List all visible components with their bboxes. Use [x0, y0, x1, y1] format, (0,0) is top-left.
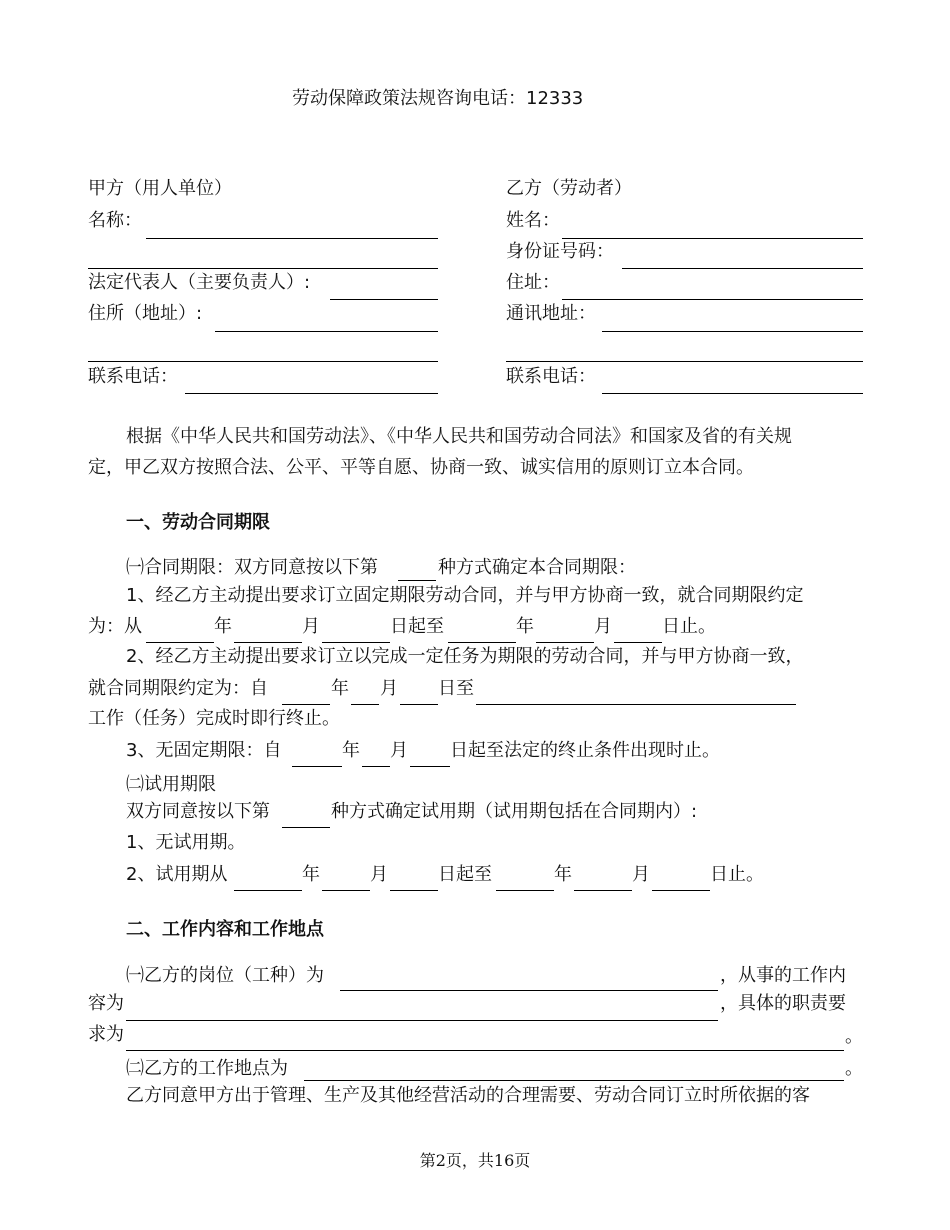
- term-option-3-day-field[interactable]: [410, 766, 450, 767]
- term-option-2-task-field[interactable]: [476, 704, 796, 705]
- term-option-1-end-day-field[interactable]: [614, 642, 662, 643]
- term-option-1-month-word: 月: [302, 616, 320, 637]
- probation-start-day-field[interactable]: [390, 890, 438, 891]
- probation-option-1: 1、无试用期。: [126, 832, 246, 853]
- term-option-2-year-field[interactable]: [282, 704, 330, 705]
- term-option-2-prefix: 就合同期限约定为：自: [88, 678, 268, 699]
- party-b-name-field[interactable]: [562, 238, 863, 239]
- duty-field[interactable]: [126, 1050, 844, 1051]
- term-option-1-day-from-word: 日起至: [390, 616, 444, 637]
- term-option-3-suffix: 日起至法定的终止条件出现时止。: [450, 740, 720, 761]
- probation-start-year-word: 年: [302, 864, 320, 885]
- duty-end-mark: 。: [845, 1026, 863, 1047]
- term-option-2-year-word: 年: [331, 678, 349, 699]
- location-prefix: ㈡乙方的工作地点为: [126, 1058, 288, 1079]
- party-b-name-label: 姓名：: [506, 210, 560, 231]
- party-a-address-field-line2[interactable]: [88, 361, 438, 362]
- hotline-header: 劳动保障政策法规咨询电话：12333: [292, 88, 584, 109]
- content-suffix: ，具体的职责要: [720, 993, 846, 1014]
- probation-choice-text-2: 种方式确定试用期（试用期包括在合同期内）:: [331, 801, 698, 822]
- probation-end-year-word: 年: [554, 864, 572, 885]
- intro-line-2: 定，甲乙双方按照合法、公平、平等自愿、协商一致、诚实信用的原则订立本合同。: [88, 457, 754, 478]
- probation-end-year-field[interactable]: [496, 890, 554, 891]
- term-option-1-line-1: 1、经乙方主动提出要求订立固定期限劳动合同，并与甲方协商一致，就合同期限约定: [126, 585, 804, 606]
- party-b-mail-label: 通讯地址：: [506, 303, 596, 324]
- term-option-3-year-word: 年: [342, 740, 360, 761]
- party-a-address-field[interactable]: [215, 331, 438, 332]
- page-number: 第2页，共16页: [419, 1151, 531, 1170]
- location-clause-line: 乙方同意甲方出于管理、生产及其他经营活动的合理需要、劳动合同订立时所依据的客: [126, 1085, 810, 1106]
- post-prefix: ㈠乙方的岗位（工种）为: [126, 965, 324, 986]
- section-2-heading: 二、工作内容和工作地点: [126, 919, 324, 940]
- term-option-2-line-3: 工作（任务）完成时即行终止。: [88, 708, 340, 729]
- term-option-2-day-field[interactable]: [400, 704, 438, 705]
- probation-start-month-word: 月: [370, 864, 388, 885]
- term-option-3-year-field[interactable]: [292, 766, 342, 767]
- probation-choice-field[interactable]: [282, 827, 330, 828]
- party-a-address-label: 住所（地址）:: [88, 303, 203, 324]
- probation-start-year-field[interactable]: [234, 890, 302, 891]
- term-option-2-month-word: 月: [380, 678, 398, 699]
- party-a-rep-field[interactable]: [330, 299, 438, 300]
- term-option-1-year-word: 年: [214, 616, 232, 637]
- party-b-phone-field[interactable]: [602, 393, 863, 394]
- term-option-1-end-month-word: 月: [594, 616, 612, 637]
- party-a-rep-label: 法定代表人（主要负责人）:: [88, 272, 311, 293]
- term-option-1-end-year-field[interactable]: [448, 642, 516, 643]
- term-option-2-line-1: 2、经乙方主动提出要求订立以完成一定任务为期限的劳动合同，并与甲方协商一致，: [126, 646, 804, 667]
- term-option-1-end-year-word: 年: [516, 616, 534, 637]
- probation-start-month-field[interactable]: [322, 890, 370, 891]
- term-option-1-start-day-field[interactable]: [322, 642, 390, 643]
- intro-line-1: 根据《中华人民共和国劳动法》、《中华人民共和国劳动合同法》和国家及省的有关规: [126, 426, 792, 447]
- term-option-1-start-year-field[interactable]: [146, 642, 214, 643]
- probation-option-2-prefix: 2、试用期从: [126, 864, 228, 885]
- probation-option-2-suffix: 日止。: [710, 864, 764, 885]
- term-option-2-day-to-word: 日至: [438, 678, 474, 699]
- party-b-mail-field-line2[interactable]: [506, 361, 863, 362]
- post-suffix: ，从事的工作内: [720, 965, 846, 986]
- party-b-id-field[interactable]: [622, 268, 863, 269]
- term-choice-text-2: 种方式确定本合同期限：: [438, 557, 636, 578]
- party-b-title: 乙方（劳动者）: [506, 178, 632, 199]
- term-choice-field[interactable]: [398, 580, 436, 581]
- probation-end-month-field[interactable]: [574, 890, 632, 891]
- content-prefix: 容为: [88, 993, 124, 1014]
- party-b-mail-field[interactable]: [602, 331, 863, 332]
- post-field[interactable]: [340, 990, 718, 991]
- location-end-mark: 。: [845, 1058, 863, 1079]
- term-option-3-month-word: 月: [390, 740, 408, 761]
- term-option-2-month-field[interactable]: [351, 704, 379, 705]
- probation-title: ㈡试用期限: [126, 774, 216, 795]
- party-a-phone-field[interactable]: [185, 393, 438, 394]
- term-option-3-month-field[interactable]: [362, 766, 390, 767]
- party-a-phone-label: 联系电话：: [88, 366, 178, 387]
- party-b-address-label: 住址：: [506, 272, 560, 293]
- term-choice-text-1: ㈠合同期限：双方同意按以下第: [126, 557, 378, 578]
- term-option-1-prefix: 为：从: [88, 616, 142, 637]
- duty-prefix: 求为: [88, 1024, 124, 1045]
- term-option-1-start-month-field[interactable]: [234, 642, 302, 643]
- probation-choice-text-1: 双方同意按以下第: [126, 801, 270, 822]
- term-option-1-end-month-field[interactable]: [536, 642, 594, 643]
- term-option-1-suffix: 日止。: [662, 616, 716, 637]
- party-b-phone-label: 联系电话：: [506, 366, 596, 387]
- location-field[interactable]: [304, 1080, 844, 1081]
- term-option-3-prefix: 3、无固定期限：自: [126, 740, 282, 761]
- party-b-id-label: 身份证号码：: [506, 241, 614, 262]
- party-b-address-field[interactable]: [562, 299, 863, 300]
- probation-end-month-word: 月: [632, 864, 650, 885]
- section-1-heading: 一、劳动合同期限: [126, 512, 270, 533]
- probation-end-day-field[interactable]: [652, 890, 710, 891]
- content-field[interactable]: [126, 1020, 718, 1021]
- party-a-name-field-line2[interactable]: [88, 268, 438, 269]
- party-a-name-field[interactable]: [146, 238, 438, 239]
- probation-day-from-word: 日起至: [438, 864, 492, 885]
- party-a-title: 甲方（用人单位）: [88, 178, 232, 199]
- party-a-name-label: 名称：: [88, 210, 142, 231]
